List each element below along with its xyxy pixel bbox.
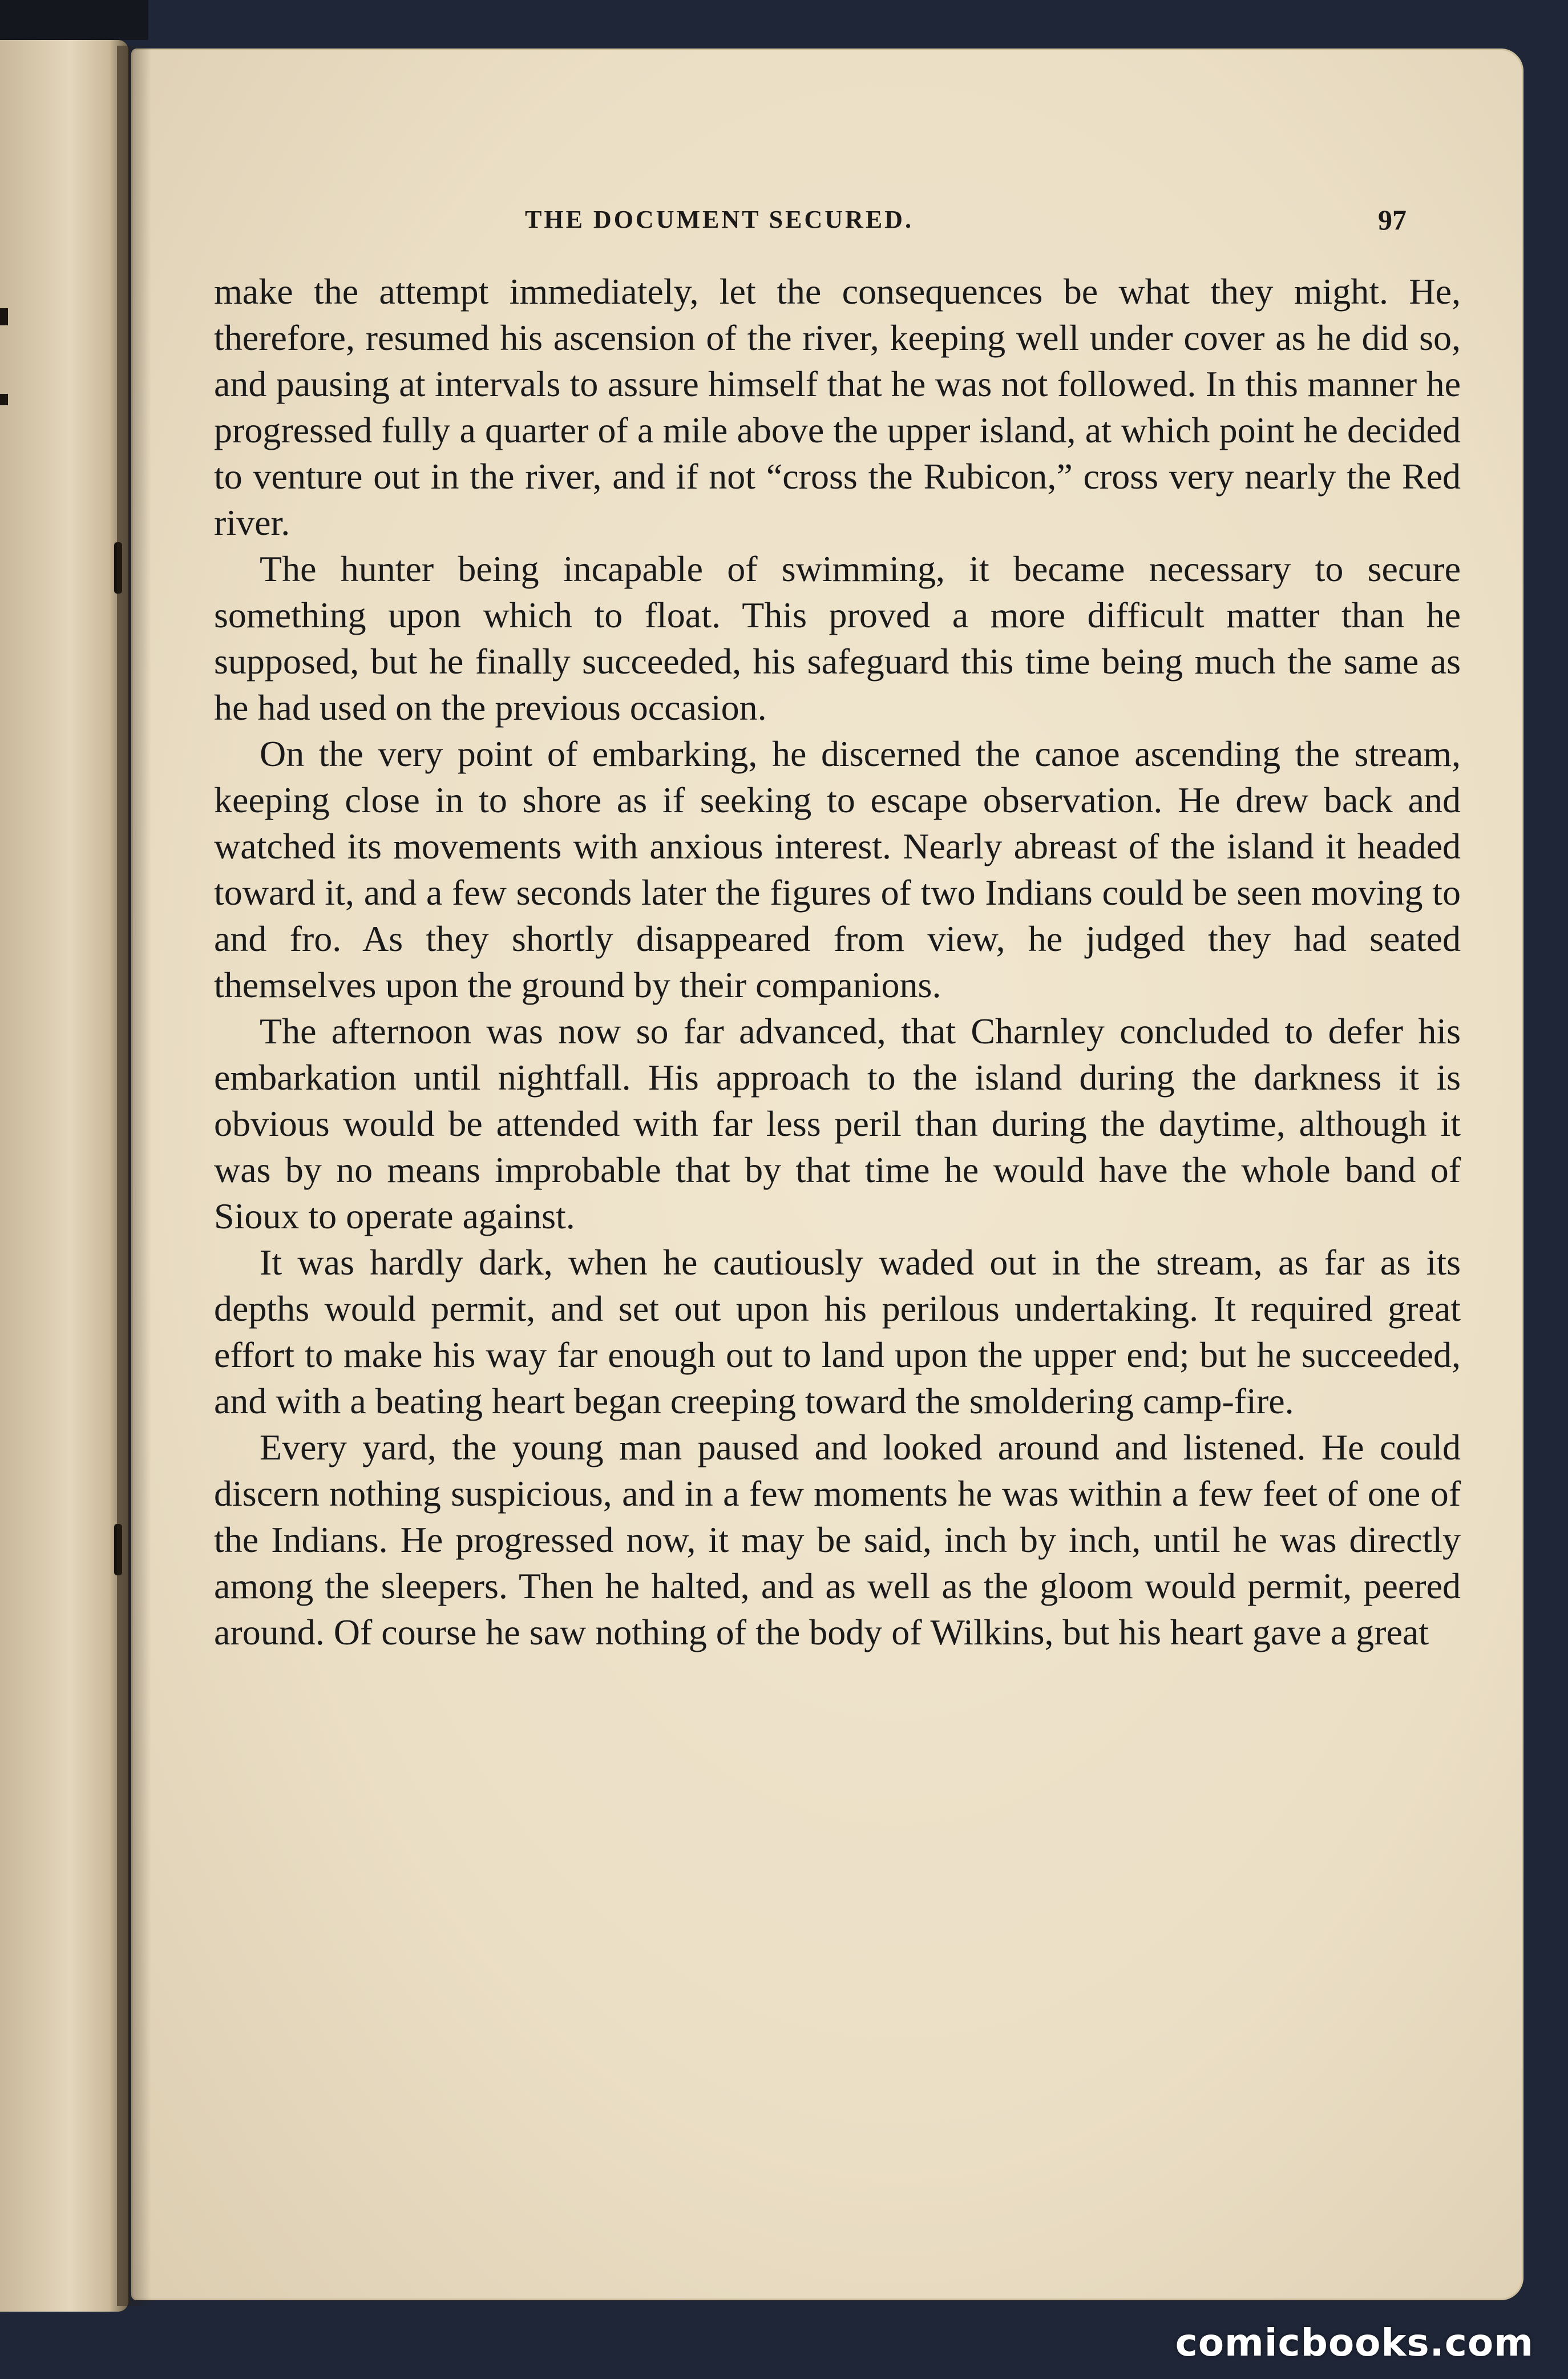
- book-page: [131, 49, 1523, 2300]
- gutter-shadow: [117, 46, 151, 2306]
- paragraph: On the very point of embarking, he discerned the canoe ascending the stream, keeping close in to shore as if seeking to escape observation. He drew back and watched its movements with anxious interest. Nearly abreast of the island it headed toward it, and a few seconds later the figures of two Indians could be seen moving to and fro. As they shortly disappeared from view, he judged they had seated themselves upon the ground by their companions.: [214, 733, 1461, 1005]
- chapter-title: THE DOCUMENT SECURED.: [525, 205, 914, 233]
- facing-page-mark: [0, 394, 8, 405]
- body-text: [214, 268, 1461, 1655]
- page-number: 97: [1378, 204, 1407, 236]
- paragraph: make the attempt immediately, let the consequences be what they might. He, therefore, resumed his ascension of the river, keeping well under cover as he did so, and pausing at intervals to assure himself that he was not followed. In this manner he progressed fully a quarter of a mile above the upper island, at which point he decided to venture out in the river, and if not “cross the Rubicon,” cross very nearly the Red river.: [214, 271, 1461, 543]
- paragraph: It was hardly dark, when he cautiously waded out in the stream, as far as its depths would permit, and set out upon his perilous undertaking. It required great effort to make his way far enough out to land upon the upper end; but he succeeded, and with a beating heart began creeping toward the smoldering camp-fire.: [214, 1242, 1461, 1421]
- running-head: [131, 194, 1523, 245]
- paragraph: The afternoon was now so far advanced, that Charnley concluded to defer his embarkation until nightfall. His approach to the island during the darkness it is obvious would be attended with far less peril than during the daytime, although it was by no means improbable that by that time he would have the whole band of Sioux to operate against.: [214, 1011, 1461, 1236]
- paragraph: The hunter being incapable of swimming, it became necessary to secure something upon which to float. This proved a more difficult matter than he supposed, but he finally succeeded, his safeguard this time being much the same as he had used on the previous occasion.: [214, 549, 1461, 728]
- facing-page-mark: [0, 308, 8, 325]
- facing-page: [0, 40, 128, 2312]
- binding-top: [0, 0, 148, 40]
- site-watermark: comicbooks.com: [1175, 2321, 1534, 2365]
- paragraph: Every yard, the young man paused and looked around and listened. He could discern nothing suspicious, and in a few moments he was within a few feet of one of the Indians. He progressed now, it may be said, inch by inch, until he was directly among the sleepers. Then he halted, and as well as the gloom would permit, peered around. Of course he saw nothing of the body of Wilkins, but his heart gave a great: [214, 1427, 1461, 1652]
